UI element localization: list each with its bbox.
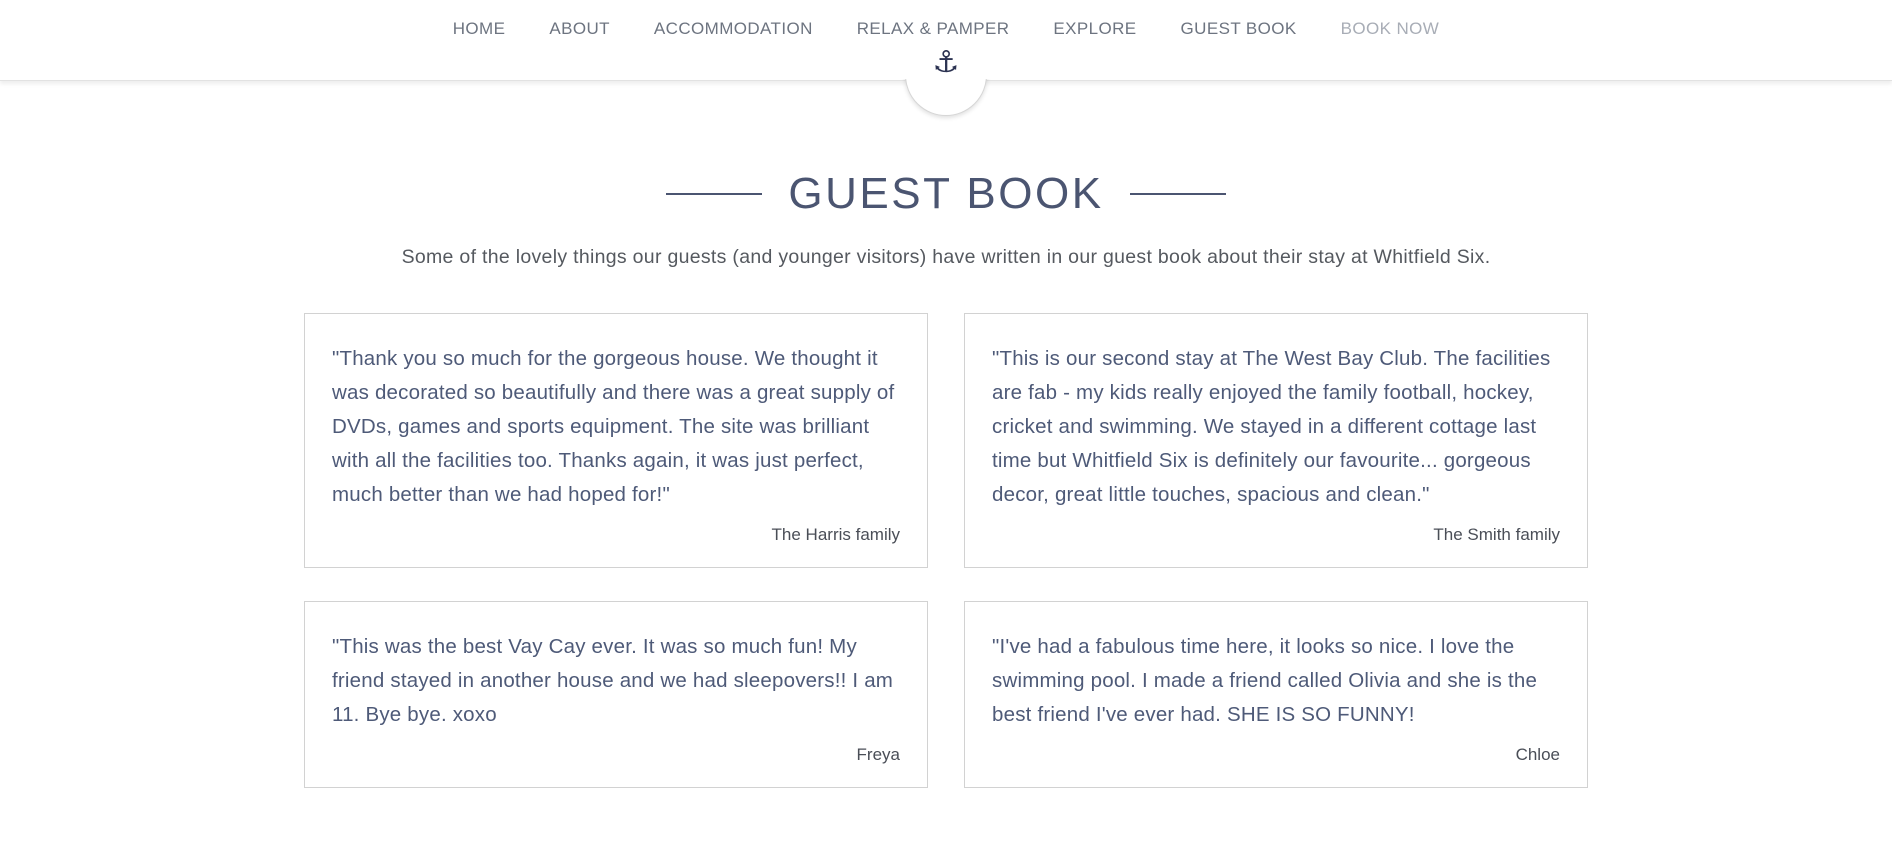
testimonial-author: The Smith family [1433, 525, 1560, 544]
testimonial-quote: "I've had a fabulous time here, it looks so nice. I love the swimming pool. I made a friend called Olivia and she is the best friend I've ever had. SHE IS SO FUNNY! [992, 635, 1538, 726]
testimonial-grid [304, 313, 1588, 788]
testimonial-card [304, 313, 928, 568]
page-title-row [0, 169, 1892, 219]
title-rule-left [666, 193, 762, 195]
nav-item-home[interactable]: HOME [452, 19, 506, 38]
title-rule-right [1130, 193, 1226, 195]
site-header [0, 0, 1892, 81]
testimonial-author: Freya [856, 745, 900, 764]
page-subtitle: Some of the lovely things our guests (and younger visitors) have written in our guest book about their stay at Whitfield Six. [401, 246, 1491, 268]
testimonial-author: Chloe [1515, 745, 1560, 764]
nav-item-accommodation[interactable]: ACCOMMODATION [653, 19, 813, 38]
testimonial-quote: "This was the best Vay Cay ever. It was so much fun! My friend stayed in another house and we had sleepovers!! I am 11. Bye bye. xoxo [332, 635, 894, 726]
top-nav [0, 0, 1892, 39]
testimonial-card [304, 601, 928, 788]
page-title: GUEST BOOK [788, 169, 1104, 218]
testimonial-quote: "Thank you so much for the gorgeous house. We thought it was decorated so beautifully and there was a great supply of DVDs, games and sports equipment. The site was brilliant with all the facilities too. Thanks again, it was just perfect, much better than we had hoped for!" [332, 347, 895, 506]
nav-item-relax-pamper[interactable]: RELAX & PAMPER [856, 19, 1010, 38]
testimonial-card [964, 313, 1588, 568]
testimonial-author: The Harris family [771, 525, 900, 544]
nav-item-book-now[interactable]: BOOK NOW [1340, 19, 1440, 38]
testimonial-card [964, 601, 1588, 788]
testimonial-quote: "This is our second stay at The West Bay Club. The facilities are fab - my kids really enjoyed the family football, hockey, cricket and swimming. We stayed in a different cottage last time but Whitfield Six is definitely our favourite... gorgeous decor, great little touches, spacious and clean." [992, 347, 1551, 506]
nav-item-guest-book[interactable]: GUEST BOOK [1180, 19, 1297, 38]
nav-item-explore[interactable]: EXPLORE [1053, 19, 1137, 38]
nav-item-about[interactable]: ABOUT [549, 19, 610, 38]
anchor-icon: ⚓ [932, 45, 960, 80]
